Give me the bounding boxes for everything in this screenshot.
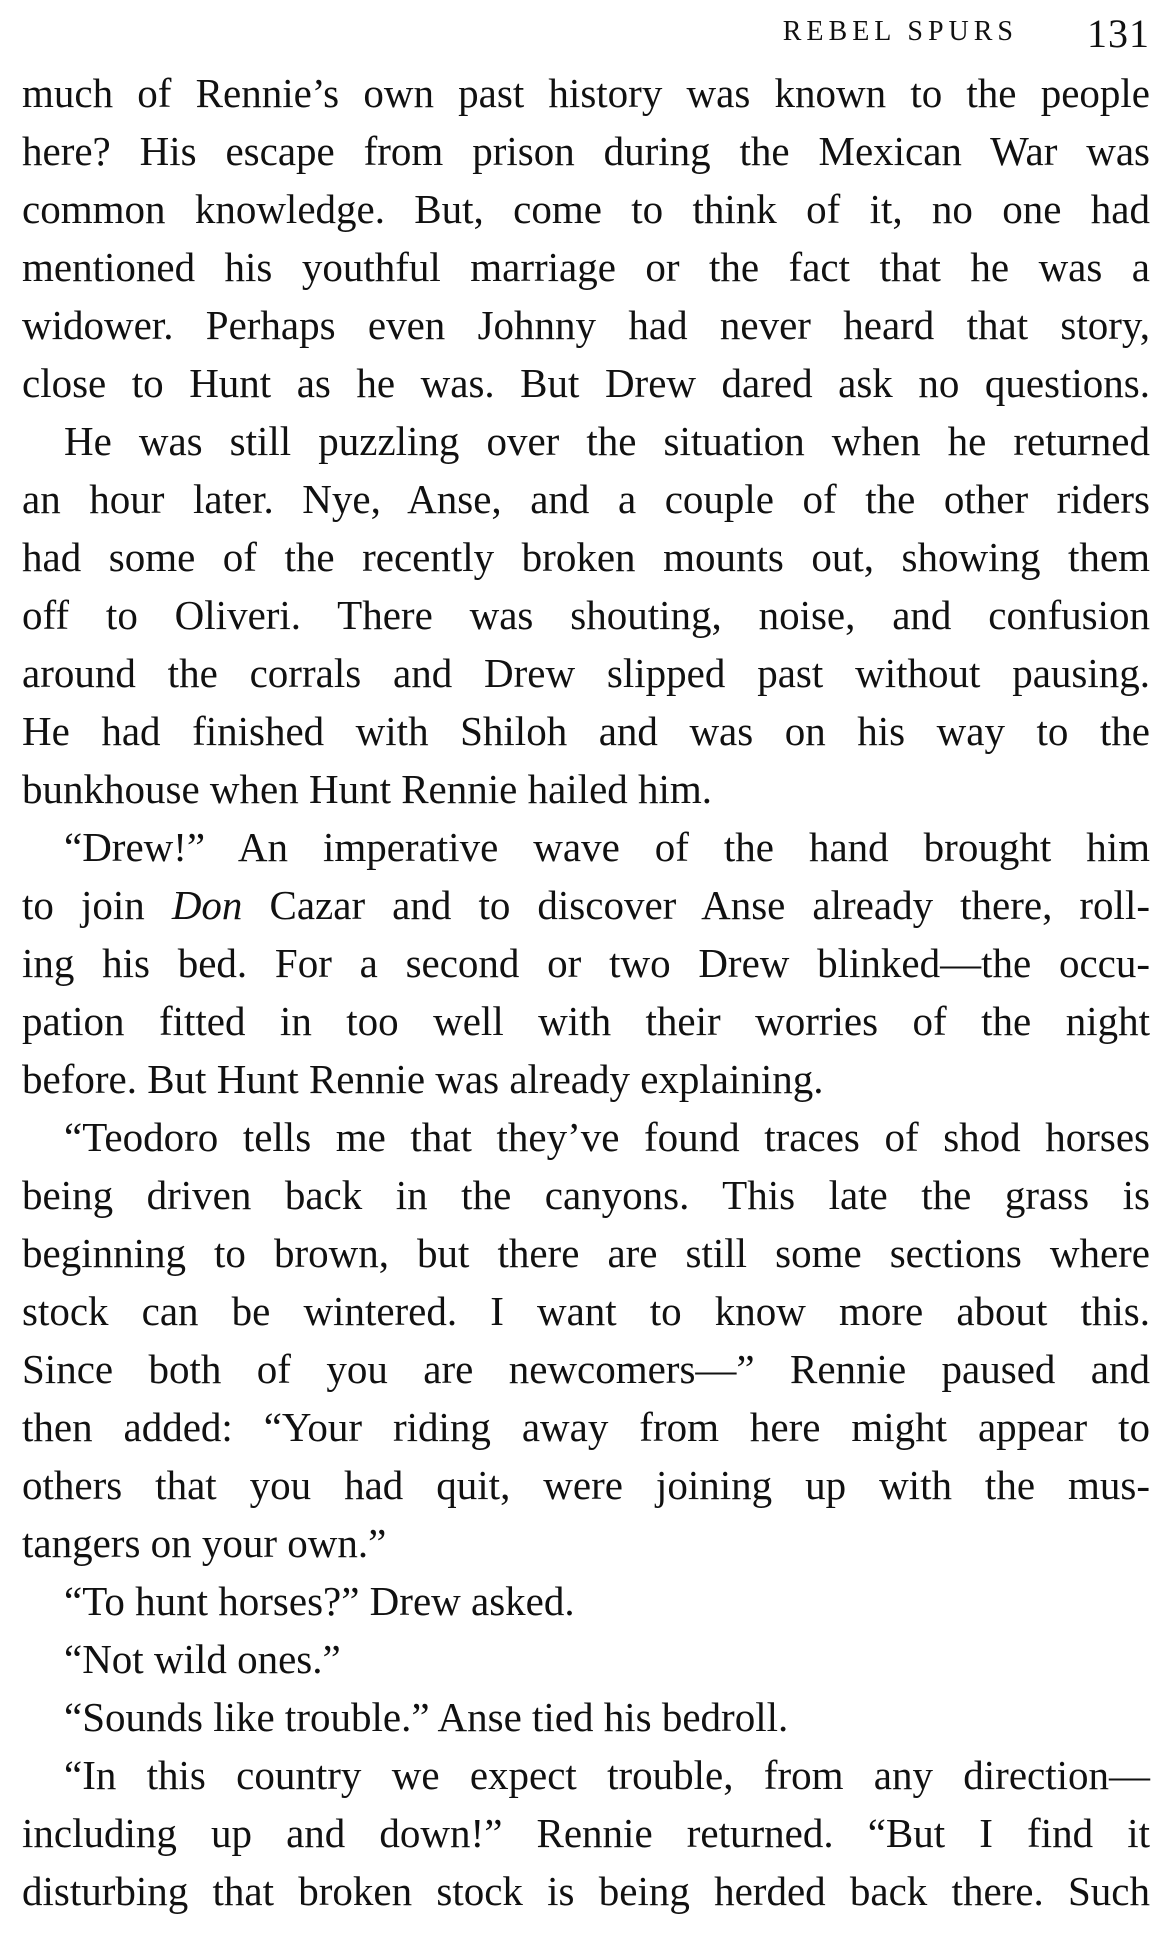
- text-line: “Not wild ones.”: [64, 1636, 341, 1682]
- text-line: mentioned his youthful marriage or the fact that he was a: [22, 244, 1150, 290]
- text-line: He was still puzzling over the situation when he returned: [64, 418, 1150, 464]
- paragraph: [22, 1108, 1150, 1572]
- text-line: here? His escape from prison during the Mexican War was: [22, 128, 1150, 174]
- text-line: including up and down!” Rennie returned. “But I find it: [22, 1810, 1150, 1856]
- text-line: being driven back in the canyons. This late the grass is: [22, 1172, 1150, 1218]
- text-fragment: to join: [22, 882, 172, 928]
- page-number: 131: [1087, 11, 1150, 56]
- paragraph: [22, 64, 1150, 412]
- text-line: before. But Hunt Rennie was already explaining.: [22, 1056, 824, 1102]
- running-title: REBEL SPURS: [782, 16, 1018, 47]
- paragraph: [22, 1746, 1150, 1920]
- text-line: [22, 876, 1150, 934]
- paragraph: [22, 1572, 1150, 1630]
- text-line: had some of the recently broken mounts out, showing them: [22, 534, 1150, 580]
- body-text: [22, 64, 1150, 1920]
- text-line: bunkhouse when Hunt Rennie hailed him.: [22, 766, 713, 812]
- italic-word: Don: [171, 882, 243, 928]
- paragraph: [22, 818, 1150, 1108]
- text-line: an hour later. Nye, Anse, and a couple of the other riders: [22, 476, 1150, 522]
- text-line: close to Hunt as he was. But Drew dared ask no questions.: [22, 360, 1150, 406]
- text-line: beginning to brown, but there are still some sections where: [22, 1230, 1150, 1276]
- text-line: “Drew!” An imperative wave of the hand brought him: [64, 824, 1150, 870]
- book-page: [22, 0, 1150, 1920]
- text-line: pation fitted in too well with their worries of the night: [22, 998, 1150, 1044]
- paragraph: [22, 1630, 1150, 1688]
- text-line: disturbing that broken stock is being herded back there. Such: [22, 1868, 1150, 1914]
- text-line: He had finished with Shiloh and was on his way to the: [22, 708, 1150, 754]
- text-line: “Sounds like trouble.” Anse tied his bedroll.: [64, 1694, 789, 1740]
- text-line: others that you had quit, were joining up with the mus-: [22, 1462, 1150, 1508]
- text-line: ing his bed. For a second or two Drew blinked—the occu-: [22, 940, 1150, 986]
- text-line: stock can be wintered. I want to know more about this.: [22, 1288, 1150, 1334]
- paragraph: [22, 1688, 1150, 1746]
- text-line: much of Rennie’s own past history was known to the people: [22, 70, 1150, 116]
- paragraph: [22, 412, 1150, 818]
- text-line: “Teodoro tells me that they’ve found traces of shod horses: [64, 1114, 1150, 1160]
- text-line: “To hunt horses?” Drew asked.: [64, 1578, 575, 1624]
- text-line: off to Oliveri. There was shouting, noise, and confusion: [22, 592, 1150, 638]
- text-line: Since both of you are newcomers—” Rennie paused and: [22, 1346, 1150, 1392]
- text-fragment: Cazar and to discover Anse already there, roll-: [242, 882, 1150, 928]
- text-line: “In this country we expect trouble, from any direction—: [64, 1752, 1150, 1798]
- text-line: then added: “Your riding away from here might appear to: [22, 1404, 1150, 1450]
- text-line: widower. Perhaps even Johnny had never heard that story,: [22, 302, 1150, 348]
- text-line: around the corrals and Drew slipped past without pausing.: [22, 650, 1150, 696]
- running-header: [22, 0, 1150, 64]
- text-line: tangers on your own.”: [22, 1520, 387, 1566]
- text-line: common knowledge. But, come to think of it, no one had: [22, 186, 1150, 232]
